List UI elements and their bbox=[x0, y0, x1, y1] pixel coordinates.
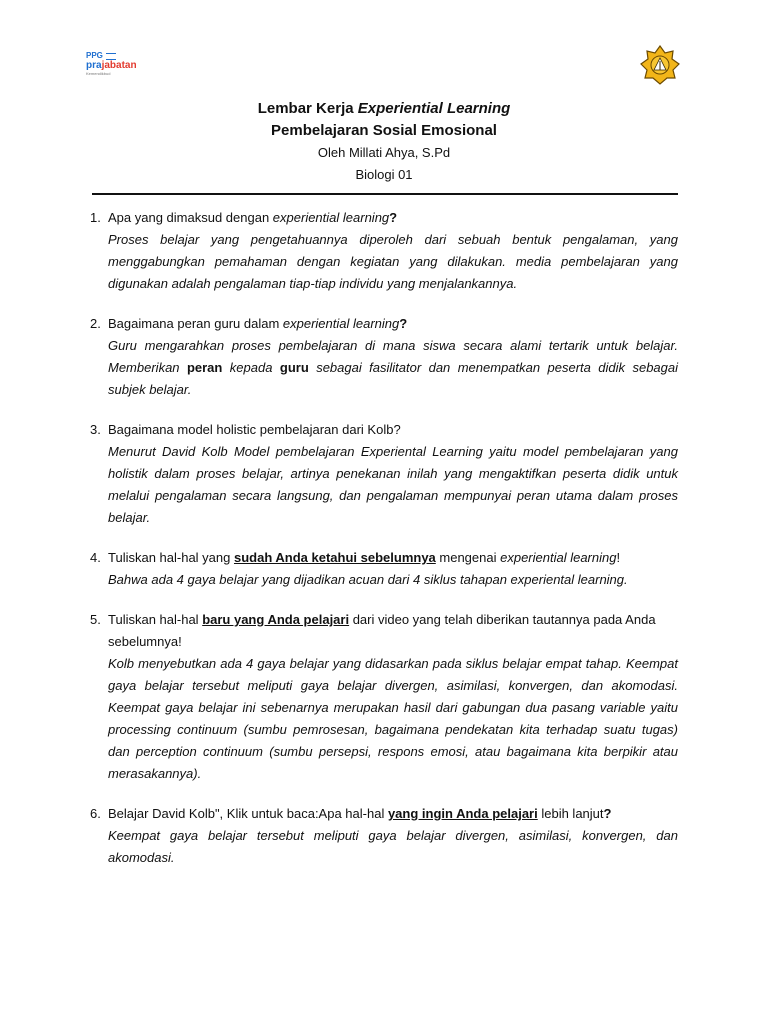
question-item-3 bbox=[90, 419, 678, 529]
question-text: Bagaimana model holistic pembelajaran dari Kolb? bbox=[108, 422, 401, 437]
question-item-2 bbox=[90, 313, 678, 401]
answer-text: Guru mengarahkan proses pembelajaran di mana siswa secara alami tertarik untuk belajar. Memberikan peran kepada guru sebagai fasilitator dan menempatkan peserta didik sebagai subjek belajar. bbox=[108, 338, 679, 397]
question-text: Tuliskan hal-hal baru yang Anda pelajari dari video yang telah diberikan tautannya pada Anda sebelumnya! bbox=[108, 612, 656, 649]
university-emblem-icon bbox=[640, 45, 680, 85]
question-number: 5. bbox=[90, 612, 101, 627]
answer-text: Kolb menyebutkan ada 4 gaya belajar yang didasarkan pada siklus belajar empat tahap. Keempat gaya belajar tersebut meliputi gaya belajar divergen, asimilasi, konvergen, dan akomodasi. Keempat gaya belajar ini sebenarnya merupakan hasil dari gabungan dua pasang variable yaitu processing continuum (sumbu pemrosesan, bagaimana pendekatan kita terhadap suatu tugas) dan perception continuum (sumbu persepsi, respons emosi, atau bagaimana kita berpikir atau merasakannya). bbox=[108, 656, 678, 781]
question-text: Bagaimana peran guru dalam experiential learning? bbox=[108, 316, 408, 331]
question-item-5 bbox=[90, 609, 678, 785]
question-text: Tuliskan hal-hal yang sudah Anda ketahui sebelumnya mengenai experiential learning! bbox=[108, 550, 621, 565]
logo-ppg-text: PPG bbox=[86, 51, 103, 60]
answer-text: Proses belajar yang pengetahuannya diperoleh dari sebuah bentuk pengalaman, yang menggabungkan pemahaman dengan kegiatan yang dilakukan. media pembelajaran yang digunakan adalah pengalaman tiap-tiap individu yang menjalankannya. bbox=[108, 232, 678, 291]
document-header bbox=[0, 98, 768, 186]
logo-praj-text: pra bbox=[86, 60, 102, 71]
question-item-1 bbox=[90, 207, 678, 295]
document-subtitle: Pembelajaran Sosial Emosional bbox=[271, 122, 497, 139]
logo-lines-icon bbox=[106, 53, 116, 60]
question-number: 2. bbox=[90, 316, 101, 331]
question-list bbox=[90, 207, 678, 887]
logo-jabatan-text: jabatan bbox=[101, 60, 137, 71]
answer-text: Keempat gaya belajar tersebut meliputi gaya belajar divergen, asimilasi, konvergen, dan akomodasi. bbox=[108, 828, 678, 865]
question-number: 3. bbox=[90, 422, 101, 437]
question-number: 4. bbox=[90, 550, 101, 565]
document-author: Oleh Millati Ahya, S.Pd bbox=[317, 145, 451, 160]
answer-text: Bahwa ada 4 gaya belajar yang dijadikan acuan dari 4 siklus tahapan experiental learning. bbox=[108, 572, 628, 587]
question-item-4 bbox=[90, 547, 678, 591]
question-number: 1. bbox=[90, 210, 101, 225]
document-title: Lembar Kerja Experiential Learning bbox=[257, 100, 511, 117]
question-text: Apa yang dimaksud dengan experiential learning? bbox=[108, 210, 398, 225]
logo-sub-text: Kemendikbud bbox=[86, 71, 111, 76]
ppg-prajabatan-logo bbox=[86, 52, 146, 76]
document-class: Biologi 01 bbox=[355, 167, 413, 182]
header-divider bbox=[92, 193, 678, 195]
question-item-6 bbox=[90, 803, 678, 869]
question-number: 6. bbox=[90, 806, 101, 821]
question-text: Belajar David Kolb", Klik untuk baca:Apa hal-hal yang ingin Anda pelajari lebih lanjut? bbox=[108, 806, 612, 821]
answer-text: Menurut David Kolb Model pembelajaran Experiental Learning yaitu model pembelajaran yang holistik dalam proses belajar, artinya penekanan inilah yang mengaktifkan peserta didik untuk melalui pengalaman secara langsung, dan pengalaman mempunyai peran utama dalam proses belajar. bbox=[108, 444, 678, 525]
